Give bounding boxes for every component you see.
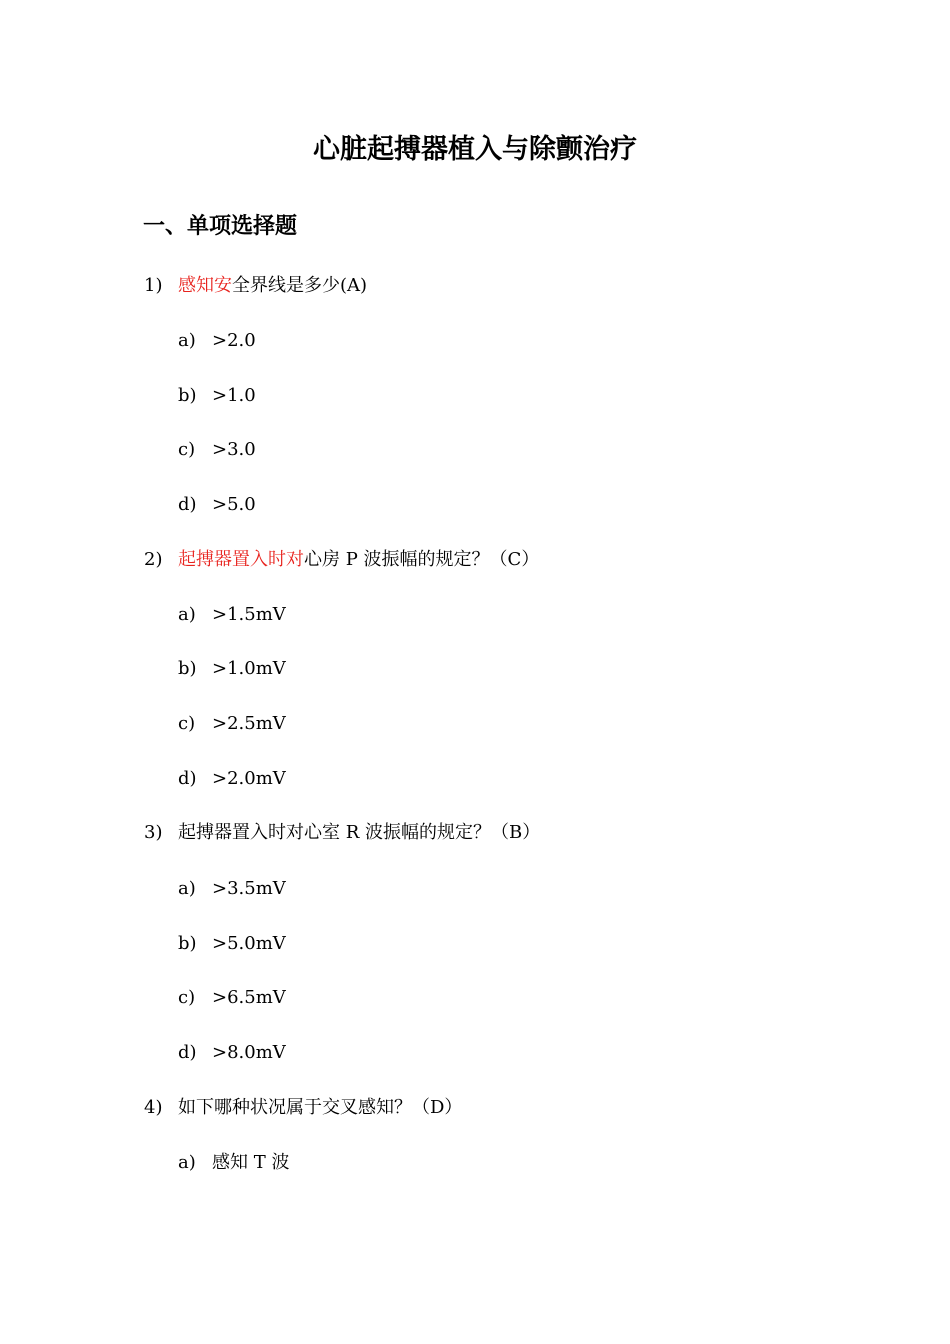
question-text: 心房 P 波振幅的规定？（C） <box>304 549 540 570</box>
option-1b <box>178 382 256 410</box>
option-text: >5.0 <box>212 494 256 515</box>
option-2b <box>178 655 286 683</box>
question-4 <box>144 1094 462 1122</box>
option-1c <box>178 436 256 464</box>
question-number: 2) <box>144 549 163 570</box>
option-letter: d) <box>178 1042 197 1063</box>
option-3c <box>178 984 286 1012</box>
question-number: 3) <box>144 822 163 843</box>
question-text-highlight: 感知安 <box>178 275 232 296</box>
option-4a <box>178 1149 289 1177</box>
option-text: >3.5mV <box>212 878 286 899</box>
option-1a <box>178 327 256 355</box>
option-letter: a) <box>178 330 196 351</box>
question-text: 如下哪种状况属于交叉感知？（D） <box>178 1097 463 1118</box>
option-letter: a) <box>178 1152 196 1173</box>
option-2c <box>178 710 286 738</box>
option-letter: b) <box>178 658 197 679</box>
option-letter: b) <box>178 385 197 406</box>
question-text: 全界线是多少(A) <box>232 275 368 296</box>
option-text: >8.0mV <box>212 1042 286 1063</box>
option-text: >2.0mV <box>212 768 286 789</box>
option-text: 感知 T 波 <box>212 1152 290 1173</box>
option-text: >2.0 <box>212 330 256 351</box>
option-2d <box>178 765 286 793</box>
option-3b <box>178 930 286 958</box>
question-3 <box>144 819 540 847</box>
section-heading: 一、单项选择题 <box>143 213 298 239</box>
option-letter: a) <box>178 604 196 625</box>
option-letter: c) <box>178 713 196 734</box>
option-letter: a) <box>178 878 196 899</box>
option-3a <box>178 875 286 903</box>
option-text: >2.5mV <box>212 713 286 734</box>
option-letter: d) <box>178 494 197 515</box>
option-text: >1.0mV <box>212 658 286 679</box>
option-text: >5.0mV <box>212 933 286 954</box>
option-2a <box>178 601 286 629</box>
option-letter: c) <box>178 987 196 1008</box>
option-text: >1.5mV <box>212 604 286 625</box>
option-letter: c) <box>178 439 196 460</box>
question-number: 1) <box>144 275 163 296</box>
question-text: 起搏器置入时对心室 R 波振幅的规定？（B） <box>178 822 541 843</box>
option-1d <box>178 491 256 519</box>
option-3d <box>178 1039 286 1067</box>
question-number: 4) <box>144 1097 163 1118</box>
option-text: >1.0 <box>212 385 256 406</box>
option-text: >6.5mV <box>212 987 286 1008</box>
question-1 <box>144 272 367 300</box>
question-2 <box>144 546 539 574</box>
option-letter: b) <box>178 933 197 954</box>
question-text-highlight: 起搏器置入时对 <box>178 549 304 570</box>
document-title: 心脏起搏器植入与除颤治疗 <box>313 134 637 165</box>
option-letter: d) <box>178 768 197 789</box>
option-text: >3.0 <box>212 439 256 460</box>
